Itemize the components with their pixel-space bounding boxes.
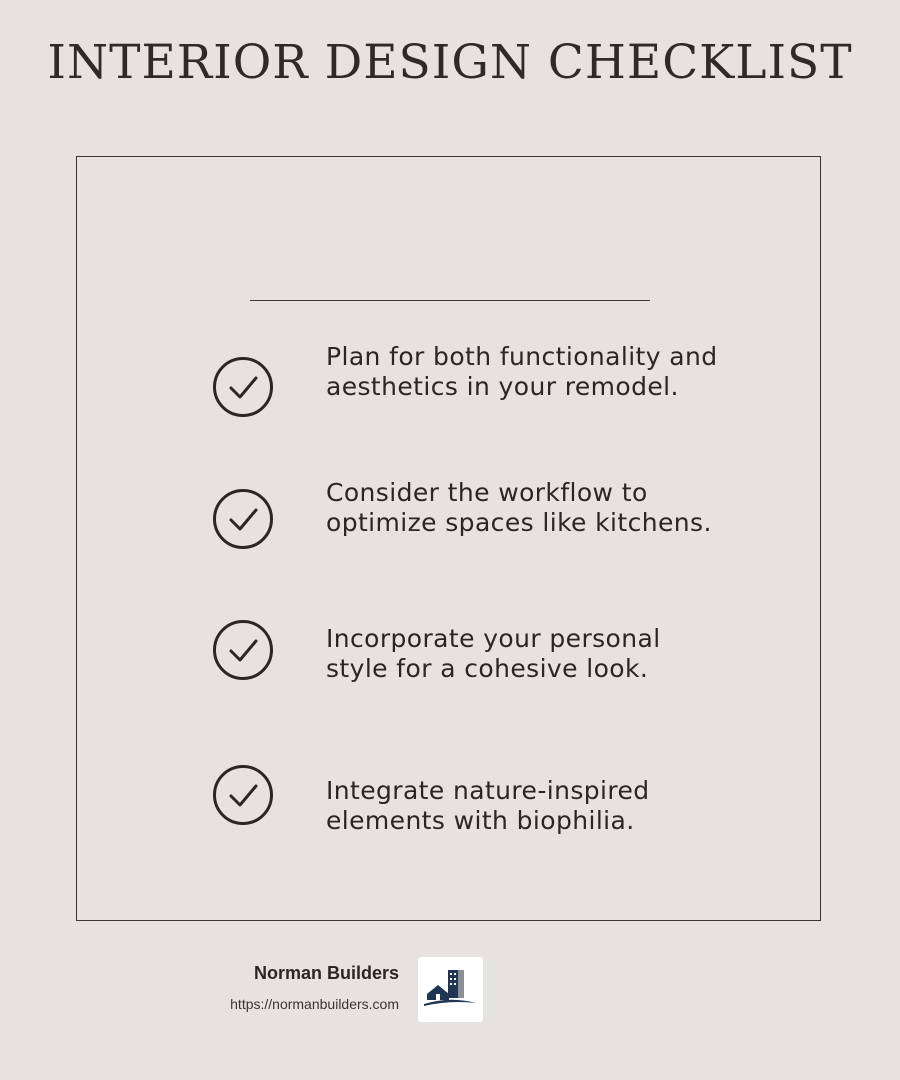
checklist-item-text: Integrate nature-inspired elements with biophilia.	[326, 776, 650, 835]
company-logo	[418, 957, 483, 1022]
company-name: Norman Builders	[253, 963, 399, 983]
check-circle-icon	[212, 487, 276, 551]
building-logo-icon	[418, 957, 483, 1022]
checklist-item-text: Incorporate your personal style for a cohesive look.	[326, 624, 661, 683]
checklist-item-text: Plan for both functionality and aesthetics in your remodel.	[326, 342, 718, 401]
check-circle-icon	[212, 618, 276, 682]
checklist-item-text: Consider the workflow to optimize spaces like kitchens.	[326, 478, 712, 537]
divider-line	[250, 300, 650, 301]
check-circle-icon	[212, 763, 276, 827]
page-title: INTERIOR DESIGN CHECKLIST	[47, 35, 853, 90]
company-url[interactable]: https://normanbuilders.com	[230, 996, 399, 1012]
check-circle-icon	[212, 355, 276, 419]
